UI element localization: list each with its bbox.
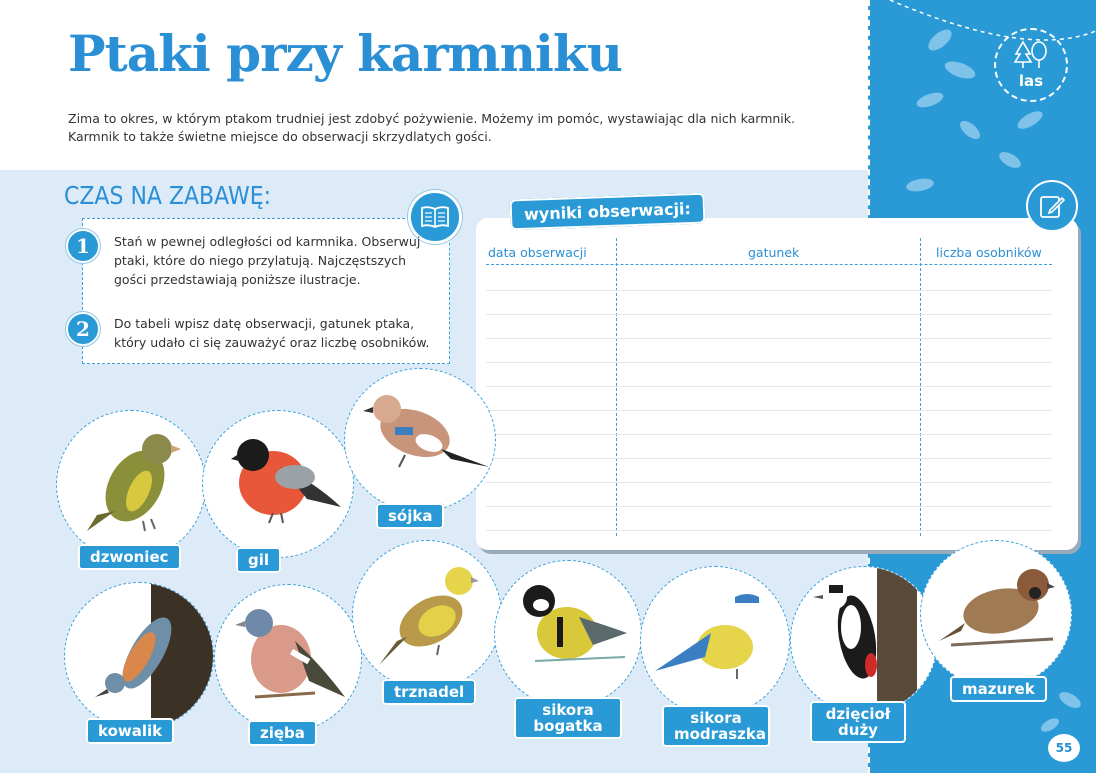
step-text-1: Stań w pewnej odległości od karmnika. Obserwuj ptaki, które do niego przylatują. Najczęstszych gości przedstawiają poniższe ilustracje.	[114, 234, 421, 287]
bird-label-sikora-modraszka	[662, 705, 770, 747]
table-row[interactable]	[486, 338, 1052, 339]
bird-zieba-image	[214, 584, 362, 732]
bird-trznadel-image	[352, 540, 502, 690]
las-label: las	[1018, 72, 1044, 90]
bird-label-sikora-bogatka	[514, 697, 622, 739]
section-heading: CZAS NA ZABAWĘ:	[64, 182, 272, 211]
table-row[interactable]	[486, 530, 1052, 531]
bird-label-zieba: zięba	[248, 720, 317, 746]
bird-sojka-image	[344, 368, 496, 512]
bird-label-dzieciol-duzy-text: dzięcioł duży	[825, 705, 891, 739]
column-divider	[616, 238, 617, 536]
intro-text: Zima to okres, w którym ptakom trudniej jest zdobyć pożywienie. Możemy im pomóc, wystawiając dla nich karmnik. Karmnik to także świetne miejsce do obserwacji skrzydlatych gości.	[68, 111, 795, 144]
bird-dzwoniec-image	[56, 410, 206, 560]
results-tag: wyniki obserwacji:	[510, 193, 706, 231]
column-header-count: liczba osobników	[936, 245, 1042, 260]
bird-label-gil: gil	[236, 547, 281, 573]
column-divider	[920, 238, 921, 536]
bird-label-sikora-bogatka-text: sikora bogatka	[533, 701, 603, 735]
bird-gil-image	[202, 410, 354, 558]
results-table	[476, 218, 1078, 550]
bird-label-trznadel: trznadel	[382, 679, 476, 705]
bird-mazurek-image	[920, 540, 1072, 688]
header-divider	[486, 264, 1052, 265]
column-header-date: data obserwacji	[488, 245, 587, 260]
step-number-1: 1	[66, 229, 100, 263]
bird-label-kowalik: kowalik	[86, 718, 174, 744]
page-number: 55	[1048, 734, 1080, 762]
bird-sikora-modraszka-image	[640, 566, 790, 716]
bird-dzieciol-duzy-image	[790, 566, 938, 714]
page-title: Ptaki przy karmniku	[68, 24, 622, 83]
bird-label-dzwoniec: dzwoniec	[78, 544, 181, 570]
table-row[interactable]	[486, 458, 1052, 459]
table-row[interactable]	[486, 434, 1052, 435]
table-row[interactable]	[486, 482, 1052, 483]
table-row[interactable]	[486, 314, 1052, 315]
bird-label-mazurek: mazurek	[950, 676, 1047, 702]
table-row[interactable]	[486, 506, 1052, 507]
las-badge	[994, 28, 1068, 102]
bird-label-sojka: sójka	[376, 503, 444, 529]
edit-icon	[1026, 180, 1078, 232]
bird-kowalik-image	[64, 582, 214, 730]
tree-icon	[1014, 40, 1048, 70]
bird-sikora-bogatka-image	[494, 560, 642, 708]
bird-label-sikora-modraszka-text: sikora modraszka	[674, 709, 766, 743]
table-row[interactable]	[486, 410, 1052, 411]
bird-label-dzieciol-duzy	[810, 701, 906, 743]
step-number-2: 2	[66, 312, 100, 346]
table-row[interactable]	[486, 386, 1052, 387]
step-text-2: Do tabeli wpisz datę obserwacji, gatunek ptaka, który udało ci się zauważyć oraz liczbę osobników.	[114, 316, 430, 350]
table-row[interactable]	[486, 290, 1052, 291]
table-row[interactable]	[486, 362, 1052, 363]
column-header-species: gatunek	[748, 245, 800, 260]
